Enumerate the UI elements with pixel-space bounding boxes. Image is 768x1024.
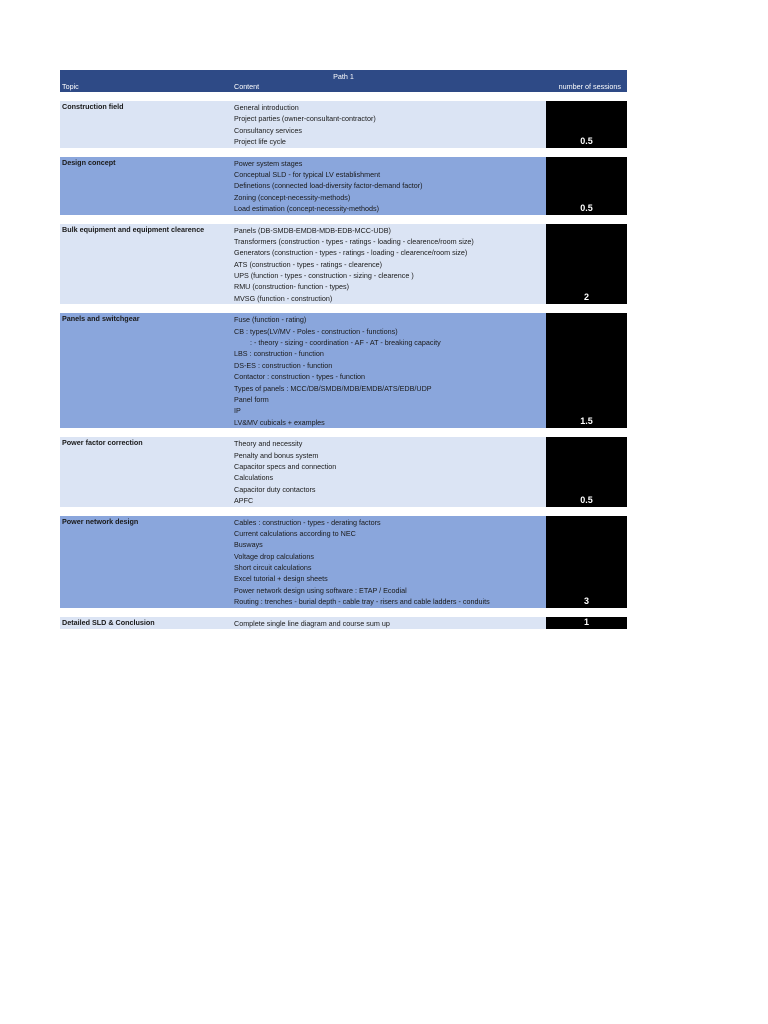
topic-cell: Power factor correction (62, 438, 143, 448)
sessions-cell (546, 157, 627, 215)
content-line: Definetions (connected load-diversity factor-demand factor) (234, 181, 423, 191)
content-line: General introduction (234, 103, 299, 112)
sessions-cell (546, 101, 627, 148)
content-line: Panel form (234, 394, 269, 404)
sessions-value: 2 (583, 292, 589, 303)
content-line: Busways (234, 540, 263, 550)
topic-cell: Panels and switchgear (62, 314, 140, 324)
content-cell (234, 157, 544, 215)
topic-cell: Construction field (62, 102, 124, 111)
content-line: Capacitor duty contactors (234, 484, 316, 494)
content-line: Current calculations according to NEC (234, 528, 356, 538)
content-line: Types of panels : MCC/DB/SMDB/MDB/EMDB/ATS/EDB/UDP (234, 383, 432, 393)
sessions-cell (546, 516, 627, 608)
content-line: ATS (construction - types - ratings - clearence) (234, 259, 383, 269)
content-line: Capacitor specs and connection (234, 461, 337, 471)
table-row (60, 516, 627, 608)
sessions-cell (546, 224, 627, 305)
content-line: Transformers (construction - types - ratings - loading - clearence/room size) (234, 236, 474, 246)
sessions-value: 0.5 (580, 135, 593, 146)
sessions-value: 3 (583, 595, 589, 606)
content-line: Project life cycle (234, 137, 286, 147)
content-line: Fuse (function - rating) (234, 315, 307, 325)
sessions-cell (546, 313, 627, 428)
sessions-value: 0.5 (580, 494, 593, 505)
content-line: LV&MV cubicals + examples (234, 417, 325, 427)
table-row (60, 224, 627, 305)
content-cell (234, 617, 544, 629)
content-line: Generators (construction - types - ratings - loading - clearence/room size) (234, 248, 468, 258)
content-line: IP (234, 406, 241, 416)
table-row (60, 437, 627, 506)
content-line: UPS (function - types - construction - sizing - clearence ) (234, 271, 414, 281)
content-column-header: Content (234, 82, 260, 91)
topic-cell: Detailed SLD & Conclusion (62, 617, 155, 627)
content-line: Consultancy services (234, 125, 302, 135)
sessions-value: 1 (583, 617, 589, 628)
topic-cell: Design concept (62, 157, 116, 167)
content-line: Calculations (234, 473, 274, 483)
content-line: Panels (DB-SMDB-EMDB-MDB-EDB-MCC-UDB) (234, 225, 391, 235)
content-line: APFC (234, 496, 254, 506)
content-cell (234, 101, 544, 148)
content-line: Conceptual SLD - for typical LV establishment (234, 169, 381, 179)
content-cell (234, 516, 544, 608)
content-line: Excel tutorial + design sheets (234, 574, 328, 584)
sessions-cell (546, 437, 627, 506)
course-table (60, 70, 627, 629)
content-line: CB : types(LV/MV - Poles - construction - functions) (234, 326, 398, 336)
content-line: DS-ES : construction - function (234, 360, 333, 370)
content-line: Power network design using software : ETAP / Ecodial (234, 585, 407, 595)
content-line: MVSG (function - construction) (234, 293, 333, 303)
content-line: Voltage drop calculations (234, 551, 314, 561)
table-header (60, 70, 627, 92)
content-line: RMU (construction- function - types) (234, 282, 350, 292)
table-row (60, 617, 627, 629)
sessions-value: 1.5 (580, 416, 593, 427)
sessions-value: 0.5 (580, 202, 593, 213)
content-line: Complete single line diagram and course sum up (234, 618, 390, 628)
content-line: Zoning (concept-necessity-methods) (234, 192, 351, 202)
path-title: Path 1 (333, 72, 354, 81)
content-line: LBS : construction - function (234, 349, 324, 359)
content-line: Load estimation (concept-necessity-methods) (234, 204, 380, 214)
content-line: Project parties (owner-consultant-contractor) (234, 114, 376, 124)
content-line: Power system stages (234, 158, 303, 168)
content-line: Contactor : construction - types - function (234, 372, 366, 382)
content-line: Short circuit calculations (234, 563, 312, 573)
content-cell (234, 224, 544, 305)
sessions-cell (546, 617, 627, 629)
content-line: : - theory - sizing - coordination - AF - AT - breaking capacity (250, 338, 441, 348)
table-row (60, 157, 627, 215)
content-line: Theory and necessity (234, 439, 303, 449)
table-row (60, 313, 627, 428)
sessions-column-header: number of sessions (558, 82, 621, 91)
topic-cell: Bulk equipment and equipment clearence (62, 224, 205, 234)
topic-cell: Power network design (62, 516, 139, 526)
content-cell (234, 437, 544, 506)
table-body (60, 101, 627, 629)
table-row (60, 101, 627, 148)
content-line: Routing : trenches - burial depth - cable tray - risers and cable ladders - conduits (234, 597, 490, 607)
topic-column-header: Topic (62, 82, 79, 91)
content-line: Penalty and bonus system (234, 450, 319, 460)
content-line: Cables : construction - types - derating factors (234, 517, 381, 527)
content-cell (234, 313, 544, 428)
